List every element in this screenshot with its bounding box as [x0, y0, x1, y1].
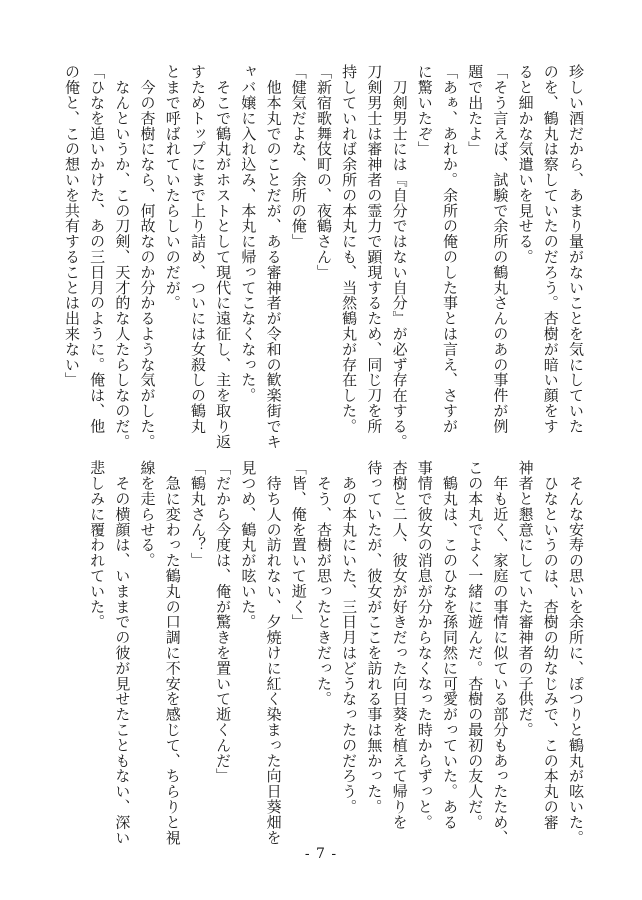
- text-line: とまで呼ばれていたらしいのだが。: [163, 64, 182, 311]
- text-line: この本丸でよく一緒に遊んだ。杏樹の最初の友人だ。: [466, 460, 485, 830]
- text-line: 杏樹と二人、彼女が好きだった向日葵を植えて帰りを: [390, 460, 409, 830]
- text-line: に驚いたぞ」: [415, 64, 434, 157]
- text-line: 珍しい酒だから、あまり量がないことを気にしていた: [567, 64, 585, 434]
- text-line: ひなというのは、杏樹の幼なじみで、この本丸の審: [541, 460, 560, 830]
- text-line: 待っていたが、彼女がここを訪れる事は無かった。: [365, 460, 384, 815]
- text-line: そんな安寿の思いを余所に、ぽつりと鶴丸が呟いた。: [567, 460, 585, 845]
- text-line: 悲しみに覆われていた。: [88, 460, 107, 630]
- text-line: ャバ嬢に入れ込み、本丸に帰ってこなくなった。: [239, 64, 258, 403]
- text-line: 題で出たよ」: [466, 64, 485, 157]
- text-line: 他本丸でのことだが、ある審神者が令和の歓楽街でキ: [264, 64, 283, 449]
- lower-text-block: [84, 460, 588, 845]
- text-line: 見つめ、鶴丸が呟いた。: [239, 460, 258, 630]
- text-line: 待ち人の訪れない、夕焼けに紅く染まった向日葵畑を: [264, 460, 283, 845]
- upper-text-block: [59, 64, 588, 449]
- text-line: 「だから今度は、俺が驚きを置いて逝くんだ」: [214, 460, 233, 784]
- text-line: 鶴丸は、このひなを孫同然に可愛がっていた。ある: [440, 460, 459, 830]
- text-line: 持していれば余所の本丸にも、当然鶴丸が存在した。: [340, 64, 359, 434]
- text-line: あの本丸にいた、三日月はどうなったのだろう。: [340, 460, 359, 815]
- text-line: 線を走らせる。: [138, 460, 157, 568]
- page-number: - 7 -: [304, 846, 338, 862]
- text-line: 「健気だよな、余所の俺」: [289, 64, 308, 249]
- text-line: なんというか、この刀剣、天才的な人たらしなのだ。: [113, 64, 132, 449]
- text-line: 神者と懇意にしていた審神者の子供だ。: [516, 460, 535, 738]
- text-line: すためトップにまで上り詰め、ついには女殺しの鶴丸: [188, 64, 207, 434]
- text-line: のを、鶴丸は察していたのだろう。杏樹が暗い顔をす: [541, 64, 560, 434]
- text-line: 「あぁ、あれか。余所の俺のした事とは言え、さすが: [440, 64, 459, 434]
- text-line: その横顔は、いままでの彼が見せたこともない、深い: [113, 460, 132, 845]
- text-line: 「新宿歌舞伎町の、夜鶴さん」: [314, 64, 333, 280]
- text-line: の俺と、この想いを共有することは出来ない」: [62, 64, 81, 388]
- text-line: 刀剣男士には『自分ではない自分』が必ず存在する。: [390, 64, 409, 449]
- text-line: 「そう言えば、試験で余所の鶴丸さんのあの事件が例: [491, 64, 510, 434]
- text-line: 事情で彼女の消息が分からなくなった時からずっと。: [415, 460, 434, 830]
- text-line: そこで鶴丸がホストとして現代に遠征し、主を取り返: [214, 64, 233, 449]
- text-line: 年も近く、家庭の事情に似ている部分もあったため、: [491, 460, 510, 845]
- text-line: 急に変わった鶴丸の口調に不安を感じて、ちらりと視: [163, 460, 182, 845]
- text-line: 今の杏樹になら、何故なのか分かるような気がした。: [138, 64, 157, 449]
- text-line: 刀剣男士は審神者の霊力で顕現するため、同じ刀を所: [365, 64, 384, 434]
- text-line: 「鶴丸さん？」: [188, 460, 207, 568]
- text-line: ると細かな気遣いを見せる。: [516, 64, 535, 265]
- text-line: そう、杏樹が思ったときだった。: [314, 460, 333, 707]
- text-line: 「ひなを追いかけた、あの三日月のように。俺は、他: [88, 64, 107, 434]
- text-line: 「皆、俺を置いて逝く」: [289, 460, 308, 630]
